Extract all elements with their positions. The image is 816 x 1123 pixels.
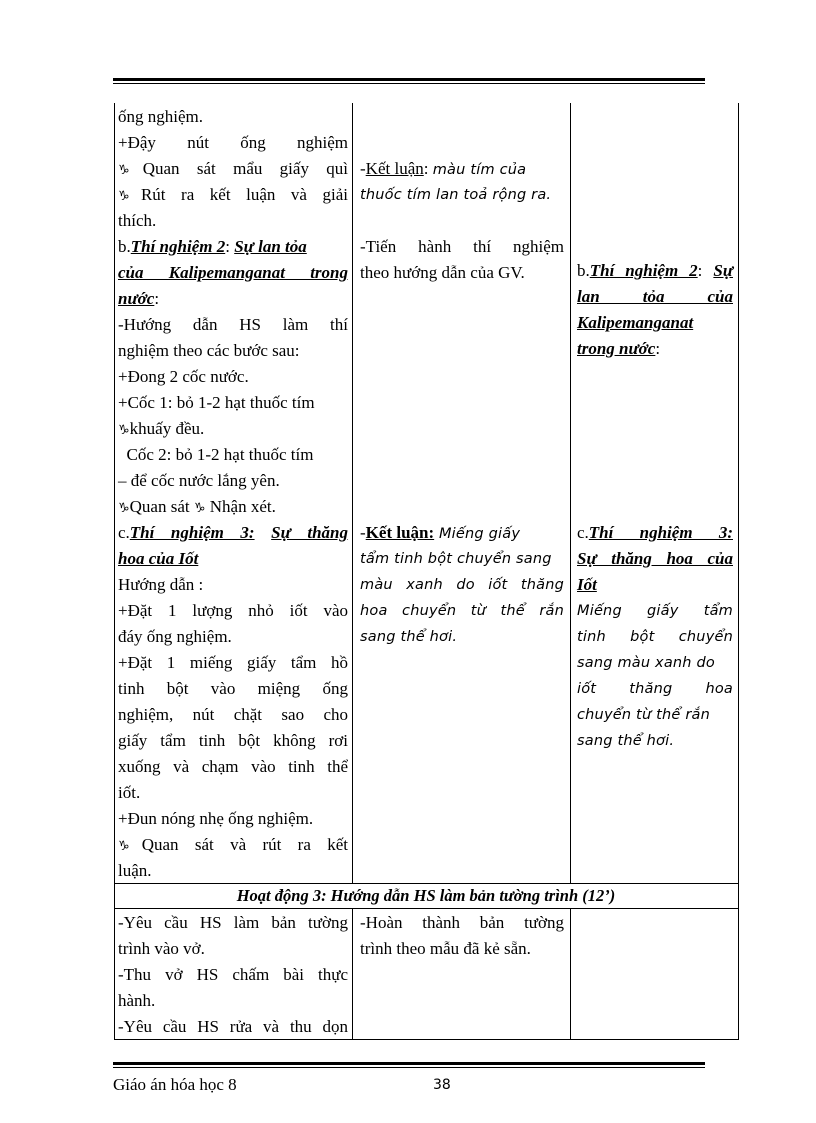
text-line: Cốc 2: bỏ 1-2 hạt thuốc tím [118,445,314,464]
text-line [118,182,348,208]
text-line: nghiệm theo các bước sau: [118,341,300,360]
table-border-right [738,103,739,1040]
text-line: -Yêu cầu HS rửa và thu dọn [118,1017,348,1036]
text-line: : [423,159,433,178]
arrow-symbol-icon: ♑ [118,501,130,516]
footer-rule-thin [113,1067,705,1068]
arrow-symbol-icon: ♑ [118,163,143,178]
arrow-symbol-icon: ♑ [118,189,141,204]
text-line: : [697,261,714,280]
text-line: hoa của Iốt [118,549,199,568]
content-cell-exp3 [577,520,733,754]
text-line [118,832,348,858]
experiment-3-title [118,520,348,546]
text-line: trong nước [577,339,656,358]
text-line: lan tỏa của [577,287,733,306]
text-line [118,416,348,442]
conclusion-2 [360,520,564,546]
text-line: Quan sát mẩu giấy quì [142,159,349,178]
text-line: -Thu vở HS chấm bài thực [118,965,348,984]
text-line: tinh bột vào miệng ống [118,679,348,698]
text-line: xuống và chạm vào tinh thể [118,757,348,776]
text-line: Sự thăng hoa của [577,549,733,568]
text-line: : [225,237,235,256]
student-activities-cell-2 [360,520,564,650]
text-line: khuấy đều. [129,419,205,438]
text-line: tẩm tinh bột chuyển sang [360,551,552,567]
row3-teacher-cell [118,910,348,1040]
conclusion-1 [360,156,564,182]
text-line: -Yêu cầu HS làm bản tường [118,913,348,932]
text-line: trình theo mẫu đã kẻ sẵn. [360,939,531,958]
text-line: c. [118,523,130,542]
content-cell-exp2 [577,258,733,362]
text-line: sang màu xanh do [577,655,715,671]
text-line: : [154,289,160,308]
text-line: Rút ra kết luận và giải [140,185,349,204]
footer-rule-thick [113,1062,705,1065]
text-line: Thí nghiệm 2 [130,237,226,256]
text-line: chuyển từ thể rắn [577,707,710,723]
text-line: iốt. [118,783,141,802]
text-line [577,520,733,546]
text-line: +Đong 2 cốc nước. [118,367,249,386]
text-line: ống nghiệm. [118,107,203,126]
text-line [118,156,348,182]
text-line: b. [577,261,590,280]
teacher-activities-cell [118,104,348,884]
text-line: đáy ống nghiệm. [118,627,232,646]
row3-student-cell [360,910,564,962]
text-line: Quan sát và rút ra kết [141,835,348,854]
text-line: của Kalipemanganat trong [118,263,348,282]
text-line: c. [577,523,589,542]
student-activities-cell [360,156,564,286]
text-line: Kết luận: [365,523,435,542]
header-rule-thin [113,83,705,84]
text-line: Hướng dẫn : [118,575,204,594]
text-line: -Hoàn thành bản tường [360,913,564,932]
spacer [360,208,564,234]
footer-title: Giáo án hóa học 8 [113,1075,237,1094]
text-line: +Đặt 1 miếng giấy tẩm hồ [118,653,348,672]
table-border-col2-row3 [570,908,571,1040]
text-line: sang thể hơi. [360,629,458,645]
text-line: trình vào vở. [118,939,205,958]
text-line: -Tiến hành thí nghiệm [360,237,564,256]
header-rule-thick [113,78,705,81]
table-border-col2 [570,103,571,883]
table-row-line-2 [114,908,739,909]
text-line: Sự [713,261,733,280]
text-line: sang thể hơi. [577,733,675,749]
text-line: luận. [118,861,152,880]
text-line: Kết luận [365,159,424,178]
table-border-col1-row3 [352,908,353,1040]
text-line: Miếng giấy [434,526,521,542]
text-line: Sự lan tỏa [234,237,307,256]
text-line: -Hướng dẫn HS làm thí [118,315,348,334]
text-line: hành. [118,991,156,1010]
text-line: theo hướng dẫn của GV. [360,263,525,282]
text-line: Thí nghiệm 3: [129,523,255,542]
text-line: màu tím của [432,162,527,178]
text-line: b. [118,237,131,256]
text-line: Sự thăng [271,523,349,542]
text-line: +Đun nóng nhẹ ống nghiệm. [118,809,314,828]
page-number: 38 [433,1077,451,1093]
text-line: +Đậy nút ống nghiệm [118,133,348,152]
text-line: Nhận xét. [205,497,276,516]
text-line: : [655,339,661,358]
text-line: - [360,523,366,542]
text-line: Kalipemanganat [577,313,694,332]
arrow-symbol-icon: ♑ [118,839,142,854]
text-line: màu xanh do iốt thăng [360,577,564,593]
text-line: – để cốc nước lắng yên. [118,471,280,490]
text-line: +Đặt 1 lượng nhỏ iốt vào [118,601,348,620]
arrow-symbol-icon: ♑ [118,423,130,438]
text-line [118,494,348,520]
text-line: Iốt [577,575,597,594]
text-line: - [360,159,366,178]
text-line: tinh bột chuyển [577,629,733,645]
text-line: Thí nghiệm 3: [588,523,733,542]
text-line: hoa chuyển từ thể rắn [360,603,564,619]
text-line: +Cốc 1: bỏ 1-2 hạt thuốc tím [118,393,315,412]
text-line [118,286,348,312]
activity-3-heading: Hoạt động 3: Hướng dẫn HS làm bản tường trình (12’) [236,886,616,905]
arrow-symbol-icon: ♑ [193,501,206,516]
text-line: iốt thăng hoa [577,681,733,697]
text-line: Quan sát [129,497,194,516]
text-line: thuốc tím lan toả rộng ra. [360,187,552,203]
text-line [577,336,733,362]
text-line: nước [118,289,155,308]
text-line: Thí nghiệm 2 [589,261,698,280]
text-line: nghiệm, nút chặt sao cho [118,705,348,724]
table-border-col1 [352,103,353,883]
text-line: giấy tẩm tinh bột không rơi [118,731,348,750]
experiment-2-title [118,234,348,260]
text-line: thích. [118,211,157,230]
text-line [577,258,733,284]
text-line: Miếng giấy tẩm [577,603,733,619]
